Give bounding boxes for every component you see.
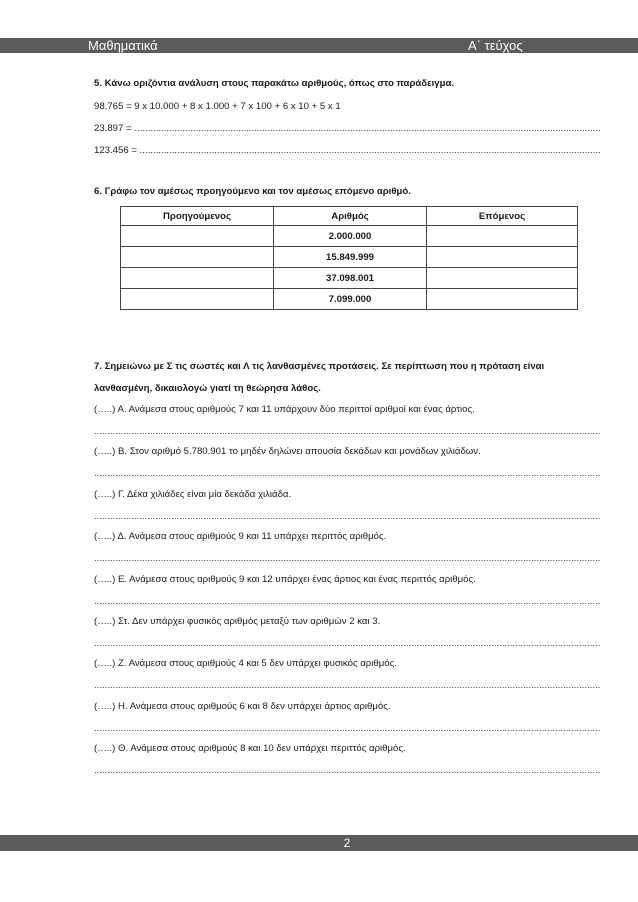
justification-dotline[interactable] bbox=[94, 764, 600, 778]
column-header-next: Επόμενος bbox=[427, 207, 578, 226]
justification-dotline[interactable] bbox=[94, 467, 600, 481]
table-row bbox=[121, 226, 578, 247]
page-number: 2 bbox=[94, 835, 600, 851]
next-answer-cell[interactable] bbox=[427, 268, 578, 289]
previous-answer-cell[interactable] bbox=[121, 247, 274, 268]
header-left-mark bbox=[0, 38, 38, 53]
justification-dotline[interactable] bbox=[94, 595, 600, 609]
justification-dotline[interactable] bbox=[94, 637, 600, 651]
exercise-5-item[interactable] bbox=[94, 123, 600, 134]
answer-dotline bbox=[134, 123, 600, 134]
exercise-5-example: 98.765 = 9 x 10.000 + 8 x 1.000 + 7 x 100 + 6 x 10 + 5 x 1 bbox=[94, 101, 341, 112]
statement-text: (…..) Στ. Δεν υπάρχει φυσικός αριθμός μεταξύ των αριθμών 2 και 3. bbox=[94, 616, 381, 627]
statement-text: (…..) Θ. Ανάμεσα στους αριθμούς 8 και 10 δεν υπάρχει περιττός αριθμός. bbox=[94, 743, 406, 754]
statement-text: (…..) Ζ. Ανάμεσα στους αριθμούς 4 και 5 δεν υπάρχει φυσικός αριθμός. bbox=[94, 658, 397, 669]
header-issue: Α΄ τεύχος bbox=[468, 38, 523, 53]
previous-answer-cell[interactable] bbox=[121, 289, 274, 310]
header-subject: Μαθηματικά bbox=[88, 38, 158, 53]
justification-dotline[interactable] bbox=[94, 425, 600, 439]
previous-answer-cell[interactable] bbox=[121, 268, 274, 289]
next-answer-cell[interactable] bbox=[427, 247, 578, 268]
statement-text: (…..) Δ. Ανάμεσα στους αριθμούς 9 και 11 υπάρχει περιττός αριθμός. bbox=[94, 531, 387, 542]
answer-dotline bbox=[140, 145, 600, 156]
column-header-previous: Προηγούμενος bbox=[121, 207, 274, 226]
number-cell: 15.849.999 bbox=[274, 247, 427, 268]
next-answer-cell[interactable] bbox=[427, 226, 578, 247]
previous-answer-cell[interactable] bbox=[121, 226, 274, 247]
table-header-row bbox=[121, 207, 578, 226]
exercise-5-item[interactable] bbox=[94, 145, 600, 156]
exercise-5-title: 5. Κάνω οριζόντια ανάλυση στους παρακάτω αριθμούς, όπως στο παράδειγμα. bbox=[94, 78, 455, 89]
exercise-6-title: 6. Γράφω τον αμέσως προηγούμενο και τον αμέσως επόμενο αριθμό. bbox=[94, 186, 411, 197]
justification-dotline[interactable] bbox=[94, 552, 600, 566]
statement-text: (…..) Γ. Δέκα χιλιάδες είναι μία δεκάδα χιλιάδα. bbox=[94, 489, 292, 500]
statement-text: (…..) Α. Ανάμεσα στους αριθμούς 7 και 11 υπάρχουν δύο περιττοί αριθμοί και ένας άρτιος. bbox=[94, 404, 475, 415]
exercise-7-title-line2: λανθασμένη, δικαιολογώ γιατί τη θεώρησα λάθος. bbox=[94, 383, 321, 394]
statement-text: (…..) Ε. Ανάμεσα στους αριθμούς 9 και 12 υπάρχει ένας άρτιος και ένας περιττός αριθμός. bbox=[94, 574, 476, 585]
statement-text: (…..) Β. Στον αριθμό 5.780.901 το μηδέν δηλώνει απουσία δεκάδων και μονάδων χιλιάδων. bbox=[94, 446, 481, 457]
statement-text: (…..) Η. Ανάμεσα στους αριθμούς 6 και 8 δεν υπάρχει άρτιος αριθμός. bbox=[94, 701, 391, 712]
number-cell: 2.000.000 bbox=[274, 226, 427, 247]
justification-dotline[interactable] bbox=[94, 722, 600, 736]
next-answer-cell[interactable] bbox=[427, 289, 578, 310]
column-header-number: Αριθμός bbox=[274, 207, 427, 226]
exercise-5-item-label: 123.456 = bbox=[94, 145, 140, 156]
number-cell: 37.098.001 bbox=[274, 268, 427, 289]
number-cell: 7.099.000 bbox=[274, 289, 427, 310]
justification-dotline[interactable] bbox=[94, 510, 600, 524]
table-row bbox=[121, 247, 578, 268]
table-row bbox=[121, 289, 578, 310]
table-row bbox=[121, 268, 578, 289]
exercise-5-item-label: 23.897 = bbox=[94, 123, 135, 134]
page-header bbox=[38, 38, 638, 53]
exercise-7-title-line1: 7. Σημειώνω με Σ τις σωστές και Λ τις λανθασμένες προτάσεις. Σε περίπτωση που η πρόταση είναι bbox=[94, 361, 545, 372]
numbers-table bbox=[120, 206, 578, 310]
justification-dotline[interactable] bbox=[94, 679, 600, 693]
